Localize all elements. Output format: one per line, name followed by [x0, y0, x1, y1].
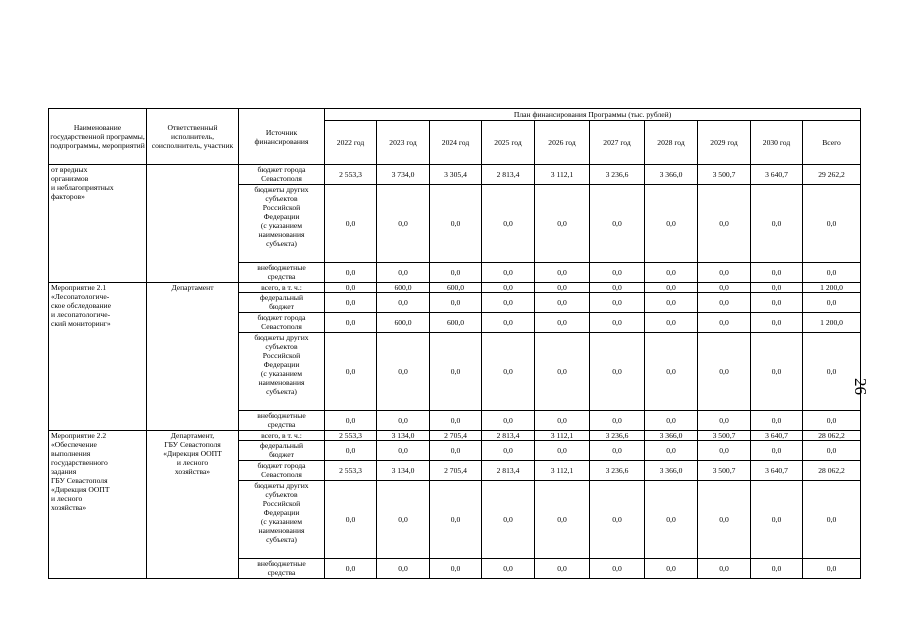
amount-cell: 2 705,4 — [430, 461, 482, 481]
amount-cell: 3 500,7 — [698, 431, 751, 441]
amount-cell: 0,0 — [325, 441, 377, 461]
amount-cell: 600,0 — [430, 313, 482, 333]
amount-cell: 0,0 — [698, 559, 751, 579]
amount-cell: 0,0 — [803, 263, 861, 283]
amount-cell: 0,0 — [482, 441, 535, 461]
funding-source: всего, в т. ч.: — [239, 431, 325, 441]
amount-cell: 0,0 — [325, 283, 377, 293]
amount-cell: 0,0 — [482, 313, 535, 333]
header-year: 2026 год — [535, 121, 590, 165]
amount-cell: 0,0 — [325, 559, 377, 579]
funding-source: всего, в т. ч.: — [239, 283, 325, 293]
amount-cell: 0,0 — [482, 283, 535, 293]
amount-cell: 0,0 — [535, 263, 590, 283]
table-row — [49, 431, 861, 441]
amount-cell: 0,0 — [377, 263, 430, 283]
amount-cell: 0,0 — [482, 293, 535, 313]
amount-cell: 3 500,7 — [698, 461, 751, 481]
amount-cell: 3 640,7 — [751, 165, 803, 185]
amount-cell: 28 062,2 — [803, 461, 861, 481]
amount-cell: 0,0 — [645, 313, 698, 333]
amount-cell: 0,0 — [325, 333, 377, 411]
amount-cell: 0,0 — [698, 313, 751, 333]
amount-cell: 0,0 — [698, 263, 751, 283]
responsible-executor — [147, 165, 239, 283]
amount-cell: 0,0 — [482, 559, 535, 579]
amount-cell: 0,0 — [803, 481, 861, 559]
amount-cell: 0,0 — [430, 559, 482, 579]
amount-cell: 0,0 — [430, 333, 482, 411]
amount-cell: 3 640,7 — [751, 461, 803, 481]
amount-cell: 0,0 — [803, 185, 861, 263]
header-year: 2030 год — [751, 121, 803, 165]
amount-cell: 0,0 — [698, 293, 751, 313]
amount-cell: 0,0 — [590, 481, 645, 559]
header-year: 2028 год — [645, 121, 698, 165]
amount-cell: 3 134,0 — [377, 431, 430, 441]
amount-cell: 0,0 — [751, 313, 803, 333]
amount-cell: 0,0 — [535, 411, 590, 431]
table-row — [49, 165, 861, 185]
header-year: 2029 год — [698, 121, 751, 165]
measure-name: Мероприятие 2.2 «Обеспечение выполнения государственного задания ГБУ Севастополя «Дирекция ООПТ и лесного хозяйства» — [49, 431, 147, 579]
amount-cell: 0,0 — [698, 411, 751, 431]
amount-cell: 0,0 — [482, 411, 535, 431]
amount-cell: 0,0 — [590, 293, 645, 313]
amount-cell: 0,0 — [751, 185, 803, 263]
amount-cell: 0,0 — [535, 293, 590, 313]
amount-cell: 1 200,0 — [803, 283, 861, 293]
amount-cell: 0,0 — [535, 185, 590, 263]
funding-source: федеральный бюджет — [239, 293, 325, 313]
amount-cell: 0,0 — [803, 293, 861, 313]
amount-cell: 0,0 — [645, 411, 698, 431]
amount-cell: 0,0 — [325, 411, 377, 431]
amount-cell: 3 734,0 — [377, 165, 430, 185]
amount-cell: 0,0 — [590, 313, 645, 333]
amount-cell: 0,0 — [590, 333, 645, 411]
funding-source: бюджет города Севастополя — [239, 461, 325, 481]
header-responsible: Ответственный исполнитель, соисполнитель, участник — [147, 109, 239, 165]
amount-cell: 3 236,6 — [590, 431, 645, 441]
amount-cell: 0,0 — [430, 185, 482, 263]
amount-cell: 600,0 — [377, 313, 430, 333]
amount-cell: 0,0 — [751, 481, 803, 559]
amount-cell: 3 640,7 — [751, 431, 803, 441]
amount-cell: 600,0 — [430, 283, 482, 293]
amount-cell: 3 112,1 — [535, 431, 590, 441]
header-year: 2027 год — [590, 121, 645, 165]
amount-cell: 0,0 — [377, 481, 430, 559]
amount-cell: 0,0 — [590, 283, 645, 293]
funding-source: бюджет города Севастополя — [239, 313, 325, 333]
amount-cell: 3 305,4 — [430, 165, 482, 185]
amount-cell: 0,0 — [325, 313, 377, 333]
amount-cell: 0,0 — [698, 283, 751, 293]
amount-cell: 29 262,2 — [803, 165, 861, 185]
amount-cell: 0,0 — [751, 283, 803, 293]
amount-cell: 0,0 — [482, 185, 535, 263]
funding-source: федеральный бюджет — [239, 441, 325, 461]
table-row — [49, 283, 861, 293]
amount-cell: 0,0 — [482, 263, 535, 283]
amount-cell: 0,0 — [590, 185, 645, 263]
responsible-executor: Департамент, ГБУ Севастополя «Дирекция ООПТ и лесного хозяйства» — [147, 431, 239, 579]
amount-cell: 0,0 — [325, 263, 377, 283]
amount-cell: 0,0 — [751, 559, 803, 579]
amount-cell: 0,0 — [751, 411, 803, 431]
amount-cell: 3 236,6 — [590, 165, 645, 185]
amount-cell: 3 236,6 — [590, 461, 645, 481]
amount-cell: 0,0 — [535, 481, 590, 559]
amount-cell: 0,0 — [325, 293, 377, 313]
amount-cell: 0,0 — [377, 411, 430, 431]
funding-source: внебюджетные средства — [239, 411, 325, 431]
amount-cell: 2 553,3 — [325, 165, 377, 185]
amount-cell: 0,0 — [590, 441, 645, 461]
amount-cell: 0,0 — [751, 441, 803, 461]
amount-cell: 28 062,2 — [803, 431, 861, 441]
amount-cell: 0,0 — [590, 411, 645, 431]
amount-cell: 0,0 — [377, 441, 430, 461]
amount-cell: 0,0 — [535, 283, 590, 293]
financing-table — [48, 108, 861, 579]
header-plan: План финансирования Программы (тыс. рублей) — [325, 109, 861, 121]
amount-cell: 0,0 — [751, 333, 803, 411]
amount-cell: 0,0 — [377, 293, 430, 313]
amount-cell: 0,0 — [645, 263, 698, 283]
amount-cell: 2 813,4 — [482, 431, 535, 441]
amount-cell: 2 813,4 — [482, 461, 535, 481]
page-number: 26 — [851, 378, 870, 395]
measure-name: от вредных организмов и неблагоприятных факторов» — [49, 165, 147, 283]
amount-cell: 0,0 — [803, 411, 861, 431]
header-year: 2023 год — [377, 121, 430, 165]
amount-cell: 3 366,0 — [645, 461, 698, 481]
amount-cell: 0,0 — [645, 185, 698, 263]
amount-cell: 0,0 — [377, 559, 430, 579]
funding-source: внебюджетные средства — [239, 559, 325, 579]
amount-cell: 3 112,1 — [535, 165, 590, 185]
amount-cell: 3 366,0 — [645, 431, 698, 441]
amount-cell: 0,0 — [325, 185, 377, 263]
amount-cell: 0,0 — [430, 263, 482, 283]
amount-cell: 0,0 — [751, 293, 803, 313]
amount-cell: 0,0 — [803, 441, 861, 461]
amount-cell: 0,0 — [590, 263, 645, 283]
header-name: Наименование государственной программы, подпрограммы, мероприятий — [49, 109, 147, 165]
amount-cell: 0,0 — [803, 333, 861, 411]
amount-cell: 0,0 — [645, 481, 698, 559]
amount-cell: 0,0 — [803, 559, 861, 579]
amount-cell: 0,0 — [751, 263, 803, 283]
funding-source: бюджеты других субъектов Российской Федерации (с указанием наименования субъекта) — [239, 481, 325, 559]
header-year: Всего — [803, 121, 861, 165]
funding-source: бюджеты других субъектов Российской Федерации (с указанием наименования субъекта) — [239, 333, 325, 411]
amount-cell: 0,0 — [325, 481, 377, 559]
measure-name: Мероприятие 2.1 «Лесопатологиче- ское обследование и лесопатологиче- ский мониторинг» — [49, 283, 147, 431]
amount-cell: 0,0 — [377, 185, 430, 263]
amount-cell: 0,0 — [430, 411, 482, 431]
amount-cell: 0,0 — [377, 333, 430, 411]
amount-cell: 0,0 — [430, 481, 482, 559]
amount-cell: 3 134,0 — [377, 461, 430, 481]
funding-source: внебюджетные средства — [239, 263, 325, 283]
amount-cell: 0,0 — [698, 185, 751, 263]
amount-cell: 0,0 — [645, 333, 698, 411]
amount-cell: 0,0 — [535, 559, 590, 579]
amount-cell: 1 200,0 — [803, 313, 861, 333]
header-year: 2022 год — [325, 121, 377, 165]
amount-cell: 0,0 — [645, 441, 698, 461]
amount-cell: 0,0 — [698, 481, 751, 559]
amount-cell: 0,0 — [698, 333, 751, 411]
funding-source: бюджеты других субъектов Российской Федерации (с указанием наименования субъекта) — [239, 185, 325, 263]
amount-cell: 2 553,3 — [325, 431, 377, 441]
amount-cell: 0,0 — [535, 441, 590, 461]
responsible-executor: Департамент — [147, 283, 239, 431]
amount-cell: 0,0 — [535, 333, 590, 411]
header-year: 2025 год — [482, 121, 535, 165]
amount-cell: 3 366,0 — [645, 165, 698, 185]
amount-cell: 0,0 — [645, 293, 698, 313]
amount-cell: 2 813,4 — [482, 165, 535, 185]
amount-cell: 0,0 — [482, 481, 535, 559]
amount-cell: 3 500,7 — [698, 165, 751, 185]
amount-cell: 0,0 — [430, 441, 482, 461]
amount-cell: 0,0 — [535, 313, 590, 333]
header-year: 2024 год — [430, 121, 482, 165]
amount-cell: 0,0 — [590, 559, 645, 579]
amount-cell: 0,0 — [430, 293, 482, 313]
amount-cell: 0,0 — [698, 441, 751, 461]
amount-cell: 3 112,1 — [535, 461, 590, 481]
amount-cell: 2 705,4 — [430, 431, 482, 441]
amount-cell: 2 553,3 — [325, 461, 377, 481]
amount-cell: 0,0 — [645, 283, 698, 293]
amount-cell: 0,0 — [645, 559, 698, 579]
amount-cell: 600,0 — [377, 283, 430, 293]
amount-cell: 0,0 — [482, 333, 535, 411]
funding-source: бюджет города Севастополя — [239, 165, 325, 185]
header-source: Источник финансирования — [239, 109, 325, 165]
